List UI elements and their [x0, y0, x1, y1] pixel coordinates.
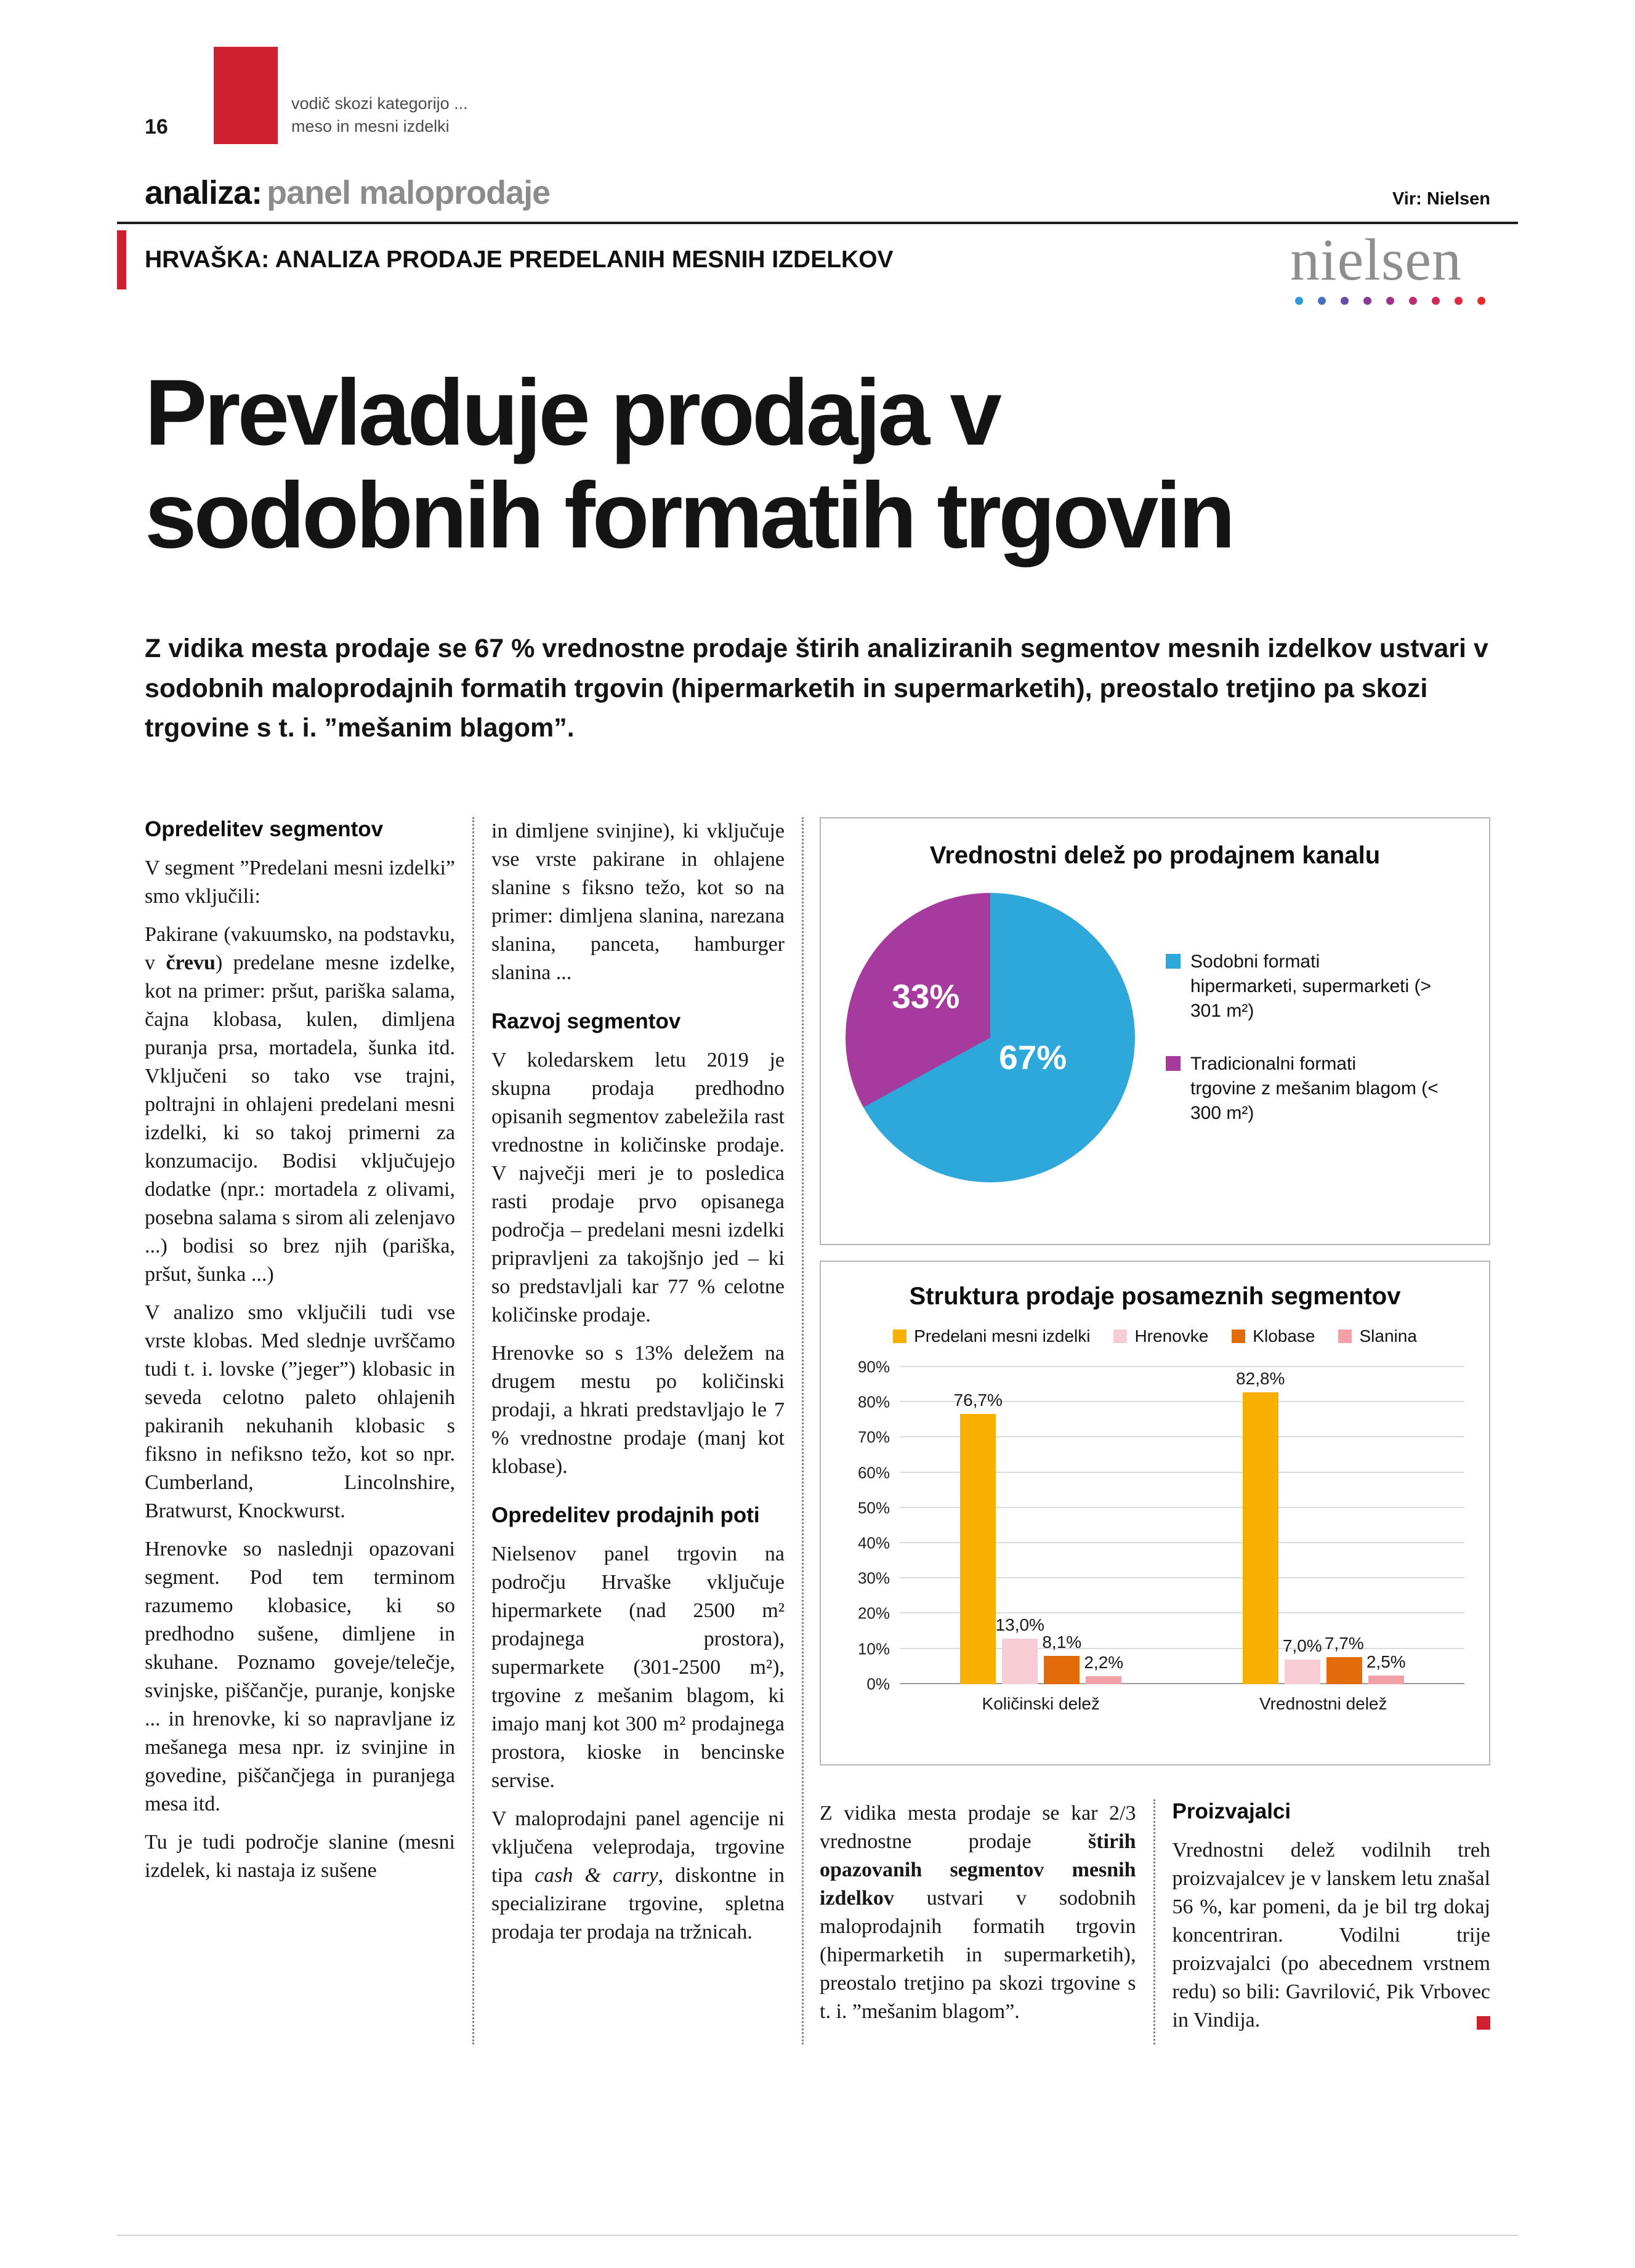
paragraph: [1173, 1836, 1491, 2035]
bar-cats: [900, 1694, 1464, 1714]
article-overline: HRVAŠKA: ANALIZA PRODAJE PREDELANIH MESNIH IZDELKOV: [145, 246, 894, 273]
bar-chart-title: Struktura prodaje posameznih segmentov: [909, 1282, 1401, 1310]
bar-value-label: 76,7%: [953, 1390, 1003, 1410]
legend-swatch: [1338, 1330, 1352, 1343]
text-run: Vrednostni delež vodilnih treh proizvajalcev je v lanskem letu znašal 56 %, kar pomeni, da je bil trg dokaj koncentriran. Vodilni trije proizvajalci (po abecednem vrstnem redu) so bili: Gavrilović, Pik Vrbovec in Vindija.: [1172, 1838, 1490, 2032]
column-heading: Opredelitev prodajnih poti: [491, 1503, 760, 1527]
bar: [1042, 1632, 1082, 1684]
logo-dot: [1455, 297, 1463, 305]
bar-value-label: 7,7%: [1324, 1633, 1364, 1653]
bar-category-label: Vrednostni delež: [1259, 1693, 1387, 1713]
bar-area: [846, 1357, 1464, 1714]
pie-graphic: [846, 893, 1135, 1182]
page-header: [145, 0, 1490, 305]
bar: [953, 1390, 1003, 1684]
legend-text: [1190, 950, 1464, 1023]
bar: [1282, 1636, 1322, 1684]
producers-column: [1155, 1799, 1491, 2044]
y-tick-label: 10%: [857, 1639, 890, 1658]
bar-plot-wrap: [900, 1367, 1464, 1714]
text-run: , diskontne in specializirane trgovine, spletna prodaja ter prodaja na tržnicah.: [491, 1863, 785, 1943]
bold-run: črevu: [166, 951, 216, 974]
overline-row: [145, 227, 1490, 305]
bottom-left-column: [820, 1799, 1155, 2044]
legend-item: [1113, 1326, 1208, 1346]
bar-groups: [900, 1367, 1464, 1684]
paragraph: V analizo smo vključili tudi vse vrste klobas. Med slednje uvrščamo tudi t. i. lovske (”jeger”) klobasic in seveda celotno paleto ohlajenih pakiranih nekuhanih klobasic s fiksno in nefiksno težo, kot so npr. Cumberland, Lincolnshire, Bratwurst, Knockwurst.: [145, 1301, 455, 1522]
pie-slice-label-major: 67%: [999, 1038, 1067, 1076]
headline-line1: Prevladuje prodaja v: [145, 360, 999, 465]
logo-dot: [1363, 297, 1371, 305]
text-run: ustvari v sodobnih maloprodajnih formatih trgovin (hipermarketih in supermarketih), preostalo tretjino pa skozi trgovine s t. i. ”mešanim blagom”.: [820, 1886, 1136, 2023]
pie-chart-title: Vrednostni delež po prodajnem kanalu: [929, 841, 1381, 869]
bar-value-label: 2,5%: [1366, 1652, 1406, 1671]
page-number: 16: [145, 115, 168, 139]
source-credit: Vir: Nielsen: [1392, 189, 1490, 209]
bar-category-label: Količinski delež: [982, 1693, 1100, 1713]
paragraph: V koledarskem letu 2019 je skupna prodaja predhodno opisanih segmentov zabeležila rast vrednostne in količinske prodaje. V največji meri je to posledica rasti prodaje prvo opisanega področja – predelani mesni izdelki pripravljeni za takojšnjo jed – ki so predstavljali kar 77 % celotne količinske prodaje.: [491, 1048, 785, 1326]
header-rule: [117, 222, 1518, 224]
y-tick-label: 70%: [857, 1427, 890, 1447]
paragraph: [820, 1799, 1136, 2026]
y-tick-label: 60%: [857, 1463, 890, 1482]
paragraph: [491, 1805, 785, 1947]
lead-paragraph: Z vidika mesta prodaje se 67 % vrednostne prodaje štirih analiziranih segmentov mesnih izdelkov ustvari v sodobnih maloprodajnih formatih trgovin (hipermarketih in supermarketih), preostalo tretjino pa skozi trgovine s t. i. ”mešanim blagom”.: [145, 634, 1488, 743]
category-color-block: [214, 47, 278, 144]
y-tick-label: 90%: [857, 1357, 890, 1376]
headline: [145, 361, 1490, 567]
paragraph: in dimljene svinjine), ki vključuje vse vrste pakirane in ohlajene slanine s fiksno težo, kot so na primer: dimljena slanina, narezana slanina, panceta, hamburger slanina ...: [491, 819, 785, 984]
y-tick-label: 80%: [857, 1392, 890, 1411]
bar: [1084, 1653, 1124, 1684]
paragraph: V segment ”Predelani mesni izdelki” smo vključili:: [145, 856, 455, 908]
bar: [995, 1615, 1044, 1684]
logo-dot: [1477, 297, 1485, 305]
column-1: [145, 817, 474, 2044]
legend-line2: trgovine z mešanim blagom (< 300 m²): [1190, 1078, 1439, 1123]
section-row: [145, 174, 1490, 212]
bar-value-label: 8,1%: [1042, 1632, 1082, 1652]
nielsen-logo: [1290, 227, 1490, 305]
column-2: [474, 817, 804, 2044]
legend-label: Klobase: [1253, 1326, 1315, 1346]
bar-legend: [846, 1326, 1464, 1346]
legend-line1: Tradicionalni formati: [1190, 1053, 1356, 1074]
section-name: panel maloprodaje: [267, 174, 551, 211]
bar-y-axis: [846, 1357, 900, 1693]
y-tick-label: 30%: [857, 1568, 890, 1588]
nielsen-wordmark: nielsen: [1290, 227, 1462, 293]
legend-text: [1190, 1052, 1464, 1126]
y-tick-label: 20%: [857, 1604, 890, 1623]
bar-group: [1182, 1367, 1465, 1684]
text-run: Z vidika mesta prodaje se kar 2/3 vrednostne prodaje: [820, 1801, 1136, 1853]
logo-dot: [1386, 297, 1394, 305]
legend-label: Hrenovke: [1134, 1326, 1209, 1346]
headline-line2: sodobnih formatih trgovin: [145, 463, 1233, 568]
text-run: Pakirane (vakuumsko, na podstavku, v: [145, 922, 455, 974]
bar-value-label: 2,2%: [1084, 1653, 1124, 1673]
logo-dot: [1341, 297, 1349, 305]
logo-dot: [1295, 297, 1303, 305]
bottom-columns: [820, 1799, 1490, 2044]
legend-swatch: [1166, 954, 1181, 969]
section-title: [145, 174, 550, 212]
bar-value-label: 82,8%: [1236, 1369, 1285, 1389]
legend-swatch: [893, 1330, 906, 1343]
legend-item: [893, 1326, 1090, 1346]
paragraph: [145, 921, 455, 1289]
text-run: ) predelane mesne izdelke, kot na primer: pršut, pariška salama, čajna klobasa, kulen, dimljena puranja prsa, mortadela, šunka itd. Vključeni so tako vse trajni, poltrajni in ohlajeni predelani mesni izdelki, ki so takoj primerni za konzumacijo. Bodisi vključujejo dodatke (npr.: mortadela z olivami, posebna salama s sirom ali zelenjavo ...) bodisi so brez njih (pariška, pršut, šunka ...): [145, 951, 455, 1286]
bar: [1324, 1633, 1364, 1684]
paragraph: Nielsenov panel trgovin na področju Hrvaške vključuje hipermarkete (nad 2500 m² prodajnega prostora), supermarkete (301-2500 m²), trgovine z mešanim blagom, ki imajo manj kot 300 m² prodajnega prostora, kioske in bencinske servise.: [491, 1542, 785, 1792]
section-prefix: analiza:: [145, 174, 262, 211]
top-strip: [145, 0, 1490, 144]
column-heading: Razvoj segmentov: [491, 1009, 681, 1033]
kicker-line2: meso in mesni izdelki: [291, 117, 450, 135]
legend-item: [1232, 1326, 1315, 1346]
red-accent-bar: [117, 230, 126, 289]
legend-item: [1166, 950, 1464, 1023]
legend-line1: Sodobni formati: [1190, 951, 1320, 972]
legend-swatch: [1232, 1330, 1245, 1343]
legend-item: [1338, 1326, 1416, 1346]
legend-line2: hipermarketi, supermarketi (> 301 m²): [1190, 975, 1431, 1021]
pie-chart: [820, 817, 1490, 1245]
column-heading: Opredelitev segmentov: [145, 817, 384, 841]
pie-row: [846, 893, 1464, 1182]
bold-run: štirih opazovanih segmentov mesnih izdelkov: [820, 1830, 1136, 1910]
bar-value-label: 7,0%: [1282, 1636, 1322, 1655]
article-end-mark: [1477, 2016, 1490, 2030]
article-body: [145, 817, 1490, 2044]
legend-swatch: [1113, 1330, 1127, 1343]
y-tick-label: 0%: [866, 1674, 890, 1693]
column-heading: Proizvajalci: [1172, 1799, 1291, 1823]
legend-swatch: [1166, 1056, 1181, 1071]
bar: [1236, 1369, 1285, 1684]
legend-label: Slanina: [1359, 1326, 1417, 1346]
paragraph: Hrenovke so s 13% deležem na drugem mestu po količinski prodaji, a hkrati predstavljajo le 7 % vrednostne prodaje (manj kot klobase).: [491, 1341, 785, 1478]
text-run: V maloprodajni panel agencije ni vključena veleprodaja, trgovine tipa: [491, 1807, 785, 1887]
italic-run: cash & carry: [535, 1863, 658, 1887]
charts-region: [804, 817, 1490, 2044]
pie-legend: [1166, 950, 1464, 1126]
bar: [1366, 1652, 1406, 1684]
footer-rule: [117, 2235, 1518, 2236]
paragraph: Hrenovke so naslednji opazovani segment. Pod tem terminom razumemo klobasice, ki so predhodno sušene, dimljene in skuhane. Poznamo goveje/telečje, svinjske, piščančje, puranje, konjske ... in hrenovke, ki so napravljane iz mešanega mesa npr. iz svinjine in govedine, piščančjega in puranjega mesa itd.: [145, 1537, 455, 1815]
bar-plot: [900, 1367, 1464, 1684]
y-tick-label: 50%: [857, 1498, 890, 1517]
kicker-line1: vodič skozi kategorijo ...: [291, 94, 468, 113]
overline-left: [145, 230, 894, 289]
pie-slice-label-minor: 33%: [892, 977, 960, 1016]
bar-value-label: 13,0%: [995, 1615, 1044, 1634]
legend-label: Predelani mesni izdelki: [914, 1326, 1091, 1346]
logo-dot: [1318, 297, 1326, 305]
paragraph: Tu je tudi področje slanine (mesni izdelek, ki nastaja iz sušene: [145, 1830, 455, 1882]
bar-chart: [820, 1261, 1490, 1766]
y-tick-label: 40%: [857, 1533, 890, 1552]
kicker: [291, 92, 468, 144]
logo-dot: [1432, 297, 1440, 305]
bar-group: [900, 1367, 1182, 1684]
legend-item: [1166, 1052, 1464, 1126]
logo-dot: [1409, 297, 1417, 305]
